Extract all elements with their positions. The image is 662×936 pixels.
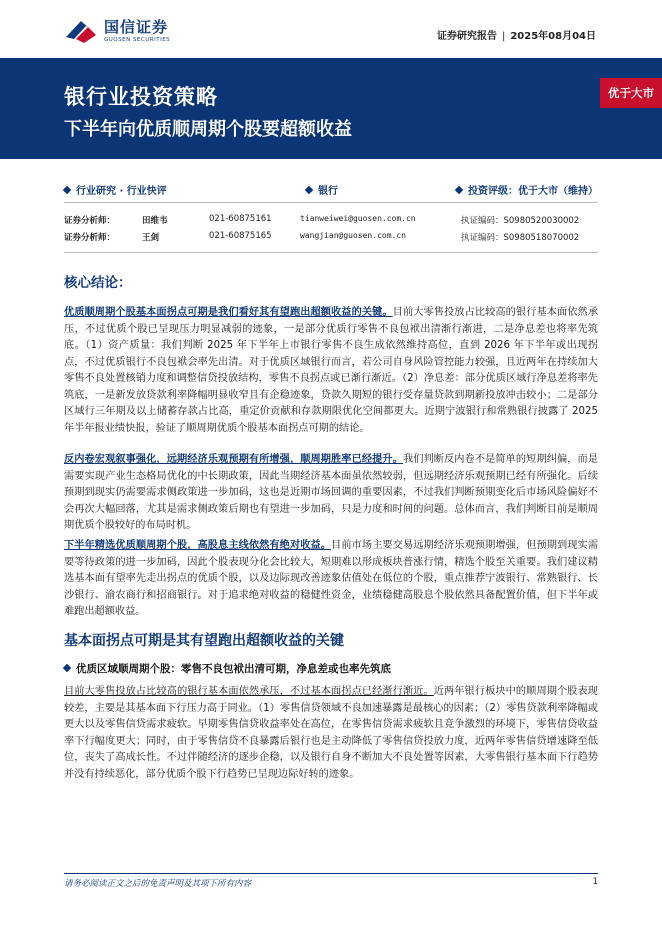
core-conclusion-title: 核心结论： (64, 275, 132, 291)
analyst-name: 王剑 (142, 233, 160, 243)
meta-category: 行业研究 · 行业快评 (64, 182, 167, 197)
diamond-bullet-icon (63, 186, 71, 194)
analyst-row (64, 214, 598, 226)
report-title: 银行业投资策略 (64, 85, 218, 109)
rating-tag: 优于大市 (600, 78, 662, 108)
analyst-cert: 执证编码：S0980518070002 (461, 233, 580, 243)
analyst-name: 田维韦 (142, 216, 168, 226)
footer-disclaimer: 请务必阅读正文之后的免责声明及其项下所有内容 (64, 879, 252, 889)
analyst-email[interactable]: wangjian@guosen.com.cn (300, 231, 406, 240)
report-type: 证券研究报告 (436, 31, 497, 42)
analyst-row (64, 231, 598, 243)
diamond-bullet-icon (305, 186, 313, 194)
report-subtitle: 下半年向优质顺周期个股要超额收益 (64, 119, 352, 140)
divider (64, 202, 598, 203)
analyst-role: 证券分析师： (64, 216, 116, 226)
analyst-role: 证券分析师： (64, 233, 116, 243)
report-header-info (437, 27, 596, 42)
meta-industry: 银行 (306, 182, 338, 197)
divider (64, 252, 598, 253)
section-bullet: 优质区域顺周期个股：零售不良包袱出清可期，净息差或也率先筑底 (64, 661, 391, 676)
footer-divider (64, 873, 598, 874)
meta-row (64, 182, 598, 196)
section-paragraph: 目前大零售投放占比较高的银行基本面依然承压，不过基本面拐点已经渐行渐近。近两年银行板块中的顺周期个股表现较差，主要是其基本面下行压力高于同业。（1）零售信贷领域不良加速暴露是最核心的因素；（2）零售贷款利率降幅或更大以及零售信贷需求疲软。早期零售信贷收益率处在高位，在零售信贷需求疲软且竞争激烈的环境下，零售信贷收益率下行幅度更大；同时，由于零售信贷不良暴露后银行也是主动降低了零售信贷投放力度，近两年零售信贷增速降至低位，丧失了高成长性。不过伴随经济的逐步企稳，以及银行自身不断加大不良处置等因素，大零售银行基本面下行趋势并没有持续恶化，部分优质个股下行趋势已呈现边际好转的迹象。 (64, 686, 598, 780)
meta-rating: 投资评级：优于大市（维持） (456, 182, 598, 197)
diamond-bullet-icon (63, 664, 71, 672)
report-date: 2025年08月04日 (510, 31, 596, 42)
core-paragraph-2: 反内卷宏观叙事强化，远期经济乐观预期有所增强，顺周期胜率已经提升。我们判断反内卷不是简单的短期纠偏，而是需要实现产业生态格局优化的中长期政策，因此当期经济基本面虽依然较弱，但远期经济乐观预期已经有所强化。后续预期到现实仍需要需求侧政策进一步加码，这也是近期市场回调的重要因素，不过我们判断预期变化后市场风险偏好不会再次大幅回落，尤其是需求侧政策后期也有望进一步加码，只是力度和时间的问题。总体而言，我们判断目前是顺周期优质个股较好的布局时机。 (64, 454, 598, 531)
header-separator: | (501, 31, 506, 42)
logo-name-en: GUOSEN SECURITIES (104, 36, 171, 43)
page-number: 1 (592, 877, 598, 887)
core-paragraph-3: 下半年精选优质顺周期个股，高股息主线依然有绝对收益。目前市场主要交易远期经济乐观预期增强，但预期到现实需要等待政策的进一步加码，因此个股表现分化会比较大，短期难以形成板块普涨行情，精选个股至关重要。我们建议精选基本面有望率先走出拐点的优质个股，以及边际现改善迹象估值处在低位的个股，重点推荐宁波银行、常熟银行、长沙银行、渝农商行和招商银行。对于追求绝对收益的稳健性资金，业绩稳健高股息个股依然具备配置价值，但下半年或难跑出超额收益。 (64, 540, 599, 617)
analyst-email[interactable]: tianweiwei@guosen.com.cn (300, 214, 416, 223)
analyst-phone: 021-60875165 (209, 231, 272, 241)
core-paragraph-1: 优质顺周期个股基本面拐点可期是我们看好其有望跑出超额收益的关键。目前大零售投放占比较高的银行基本面依然承压，不过优质个股已呈现压力明显减弱的迹象，一是部分优质行零售不良包袱出清渐行渐进，二是净息差也将率先筑底。（1）资产质量：我们判断 2025 年下半年上市银行零售不良生成依然维持高位，直到 2026 年下半年或出现拐点，不过优质银行不良包袱会率先出清。对于优质区域银行而言，若公司自身风险管控能力较强，且近两年在持续加大零售不良处置核销力度和调整信贷投放结构，零售不良拐点或已渐行渐近。（2）净息差：部分优质区域行净息差将率先筑底，一是新发放贷款利率降幅明显收窄且有企稳迹象，贷款久期短的银行受存量贷款到期新投放冲击较小；二是部分区域行三年期及以上储蓄存款占比高，重定价贡献和存款期限优化空间都更大。近期宁波银行和常熟银行披露了 2025 年半年报业绩快报，验证了顺周期优质个股基本面拐点可期的结论。 (64, 307, 599, 434)
section-heading: 基本面拐点可期是其有望跑出超额收益的关键 (64, 633, 344, 649)
company-logo (64, 16, 170, 46)
logo-name-cn: 国信证券 (104, 17, 169, 36)
analyst-phone: 021-60875161 (209, 214, 272, 224)
analyst-cert: 执证编码：S0980520030002 (461, 216, 580, 226)
diamond-bullet-icon (455, 186, 463, 194)
title-banner (0, 58, 662, 159)
logo-emblem-icon (64, 17, 98, 45)
